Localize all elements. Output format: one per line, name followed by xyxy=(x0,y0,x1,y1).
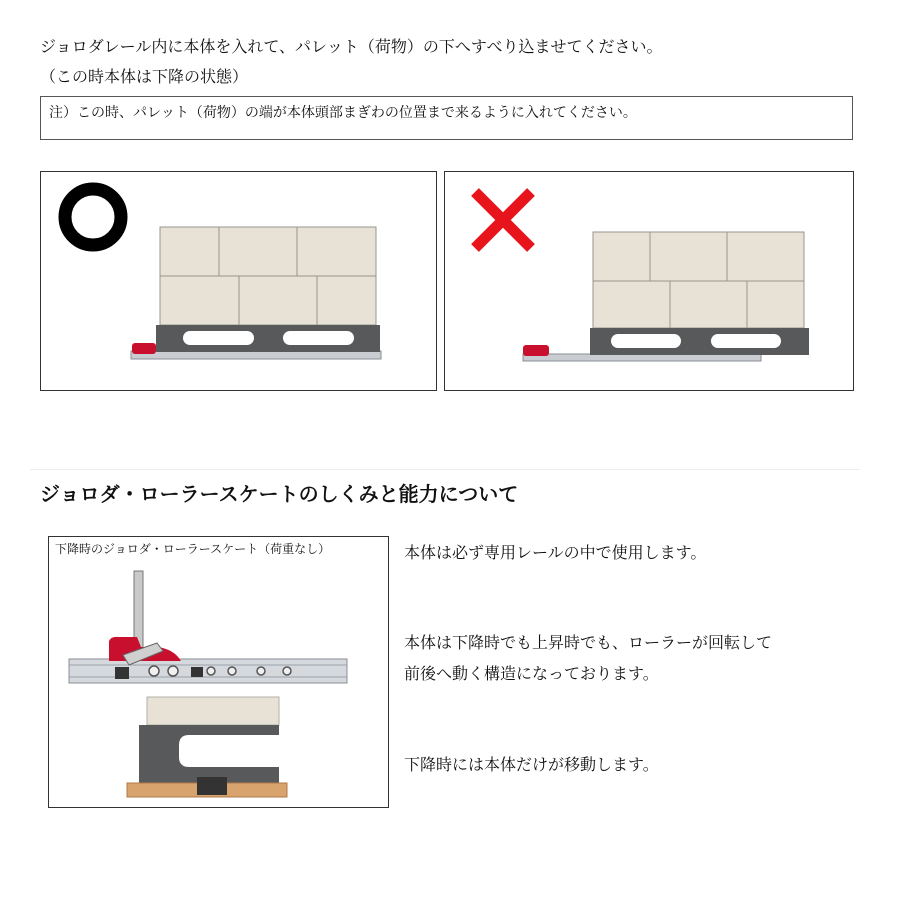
section-divider xyxy=(30,469,860,470)
section-heading: ジョロダ・ローラースケートのしくみと能力について xyxy=(40,482,519,506)
circle-mark-icon xyxy=(65,189,121,245)
intro-line-1: ジョロダレール内に本体を入れて、パレット（荷物）の下へすべり込ませてください。 xyxy=(40,37,663,56)
figure-caption: 下降時のジョロダ・ローラースケート（荷重なし） xyxy=(55,542,331,556)
correct-example-illustration xyxy=(41,172,438,392)
description-2 xyxy=(404,627,772,689)
x-mark-icon xyxy=(475,192,531,248)
note-text: 注）この時、パレット（荷物）の端が本体頭部まぎわの位置まで来るように入れてください。 xyxy=(49,105,637,121)
skate-device xyxy=(132,343,156,354)
rail xyxy=(523,354,761,361)
incorrect-example-panel xyxy=(444,171,854,391)
rail xyxy=(131,351,381,359)
mechanism-figure xyxy=(48,536,389,808)
description-2-line-2: 前後へ動く構造になっております。 xyxy=(404,664,659,683)
incorrect-example-illustration xyxy=(445,172,855,392)
intro-line-2: （この時本体は下降の状態） xyxy=(40,67,249,86)
skate-under-pallet xyxy=(197,777,227,795)
mechanism-illustration xyxy=(49,537,390,809)
cargo-boxes xyxy=(593,232,804,328)
cargo-box xyxy=(147,697,279,725)
pallet xyxy=(139,725,279,783)
description-1: 本体は必ず専用レールの中で使用します。 xyxy=(404,543,707,562)
description-2-line-1: 本体は下降時でも上昇時でも、ローラーが回転して xyxy=(404,633,773,652)
skate-device xyxy=(523,345,549,356)
note-box xyxy=(40,96,853,140)
correct-example-panel xyxy=(40,171,437,391)
cargo-boxes xyxy=(160,227,376,325)
description-3: 下降時には本体だけが移動します。 xyxy=(404,755,659,774)
